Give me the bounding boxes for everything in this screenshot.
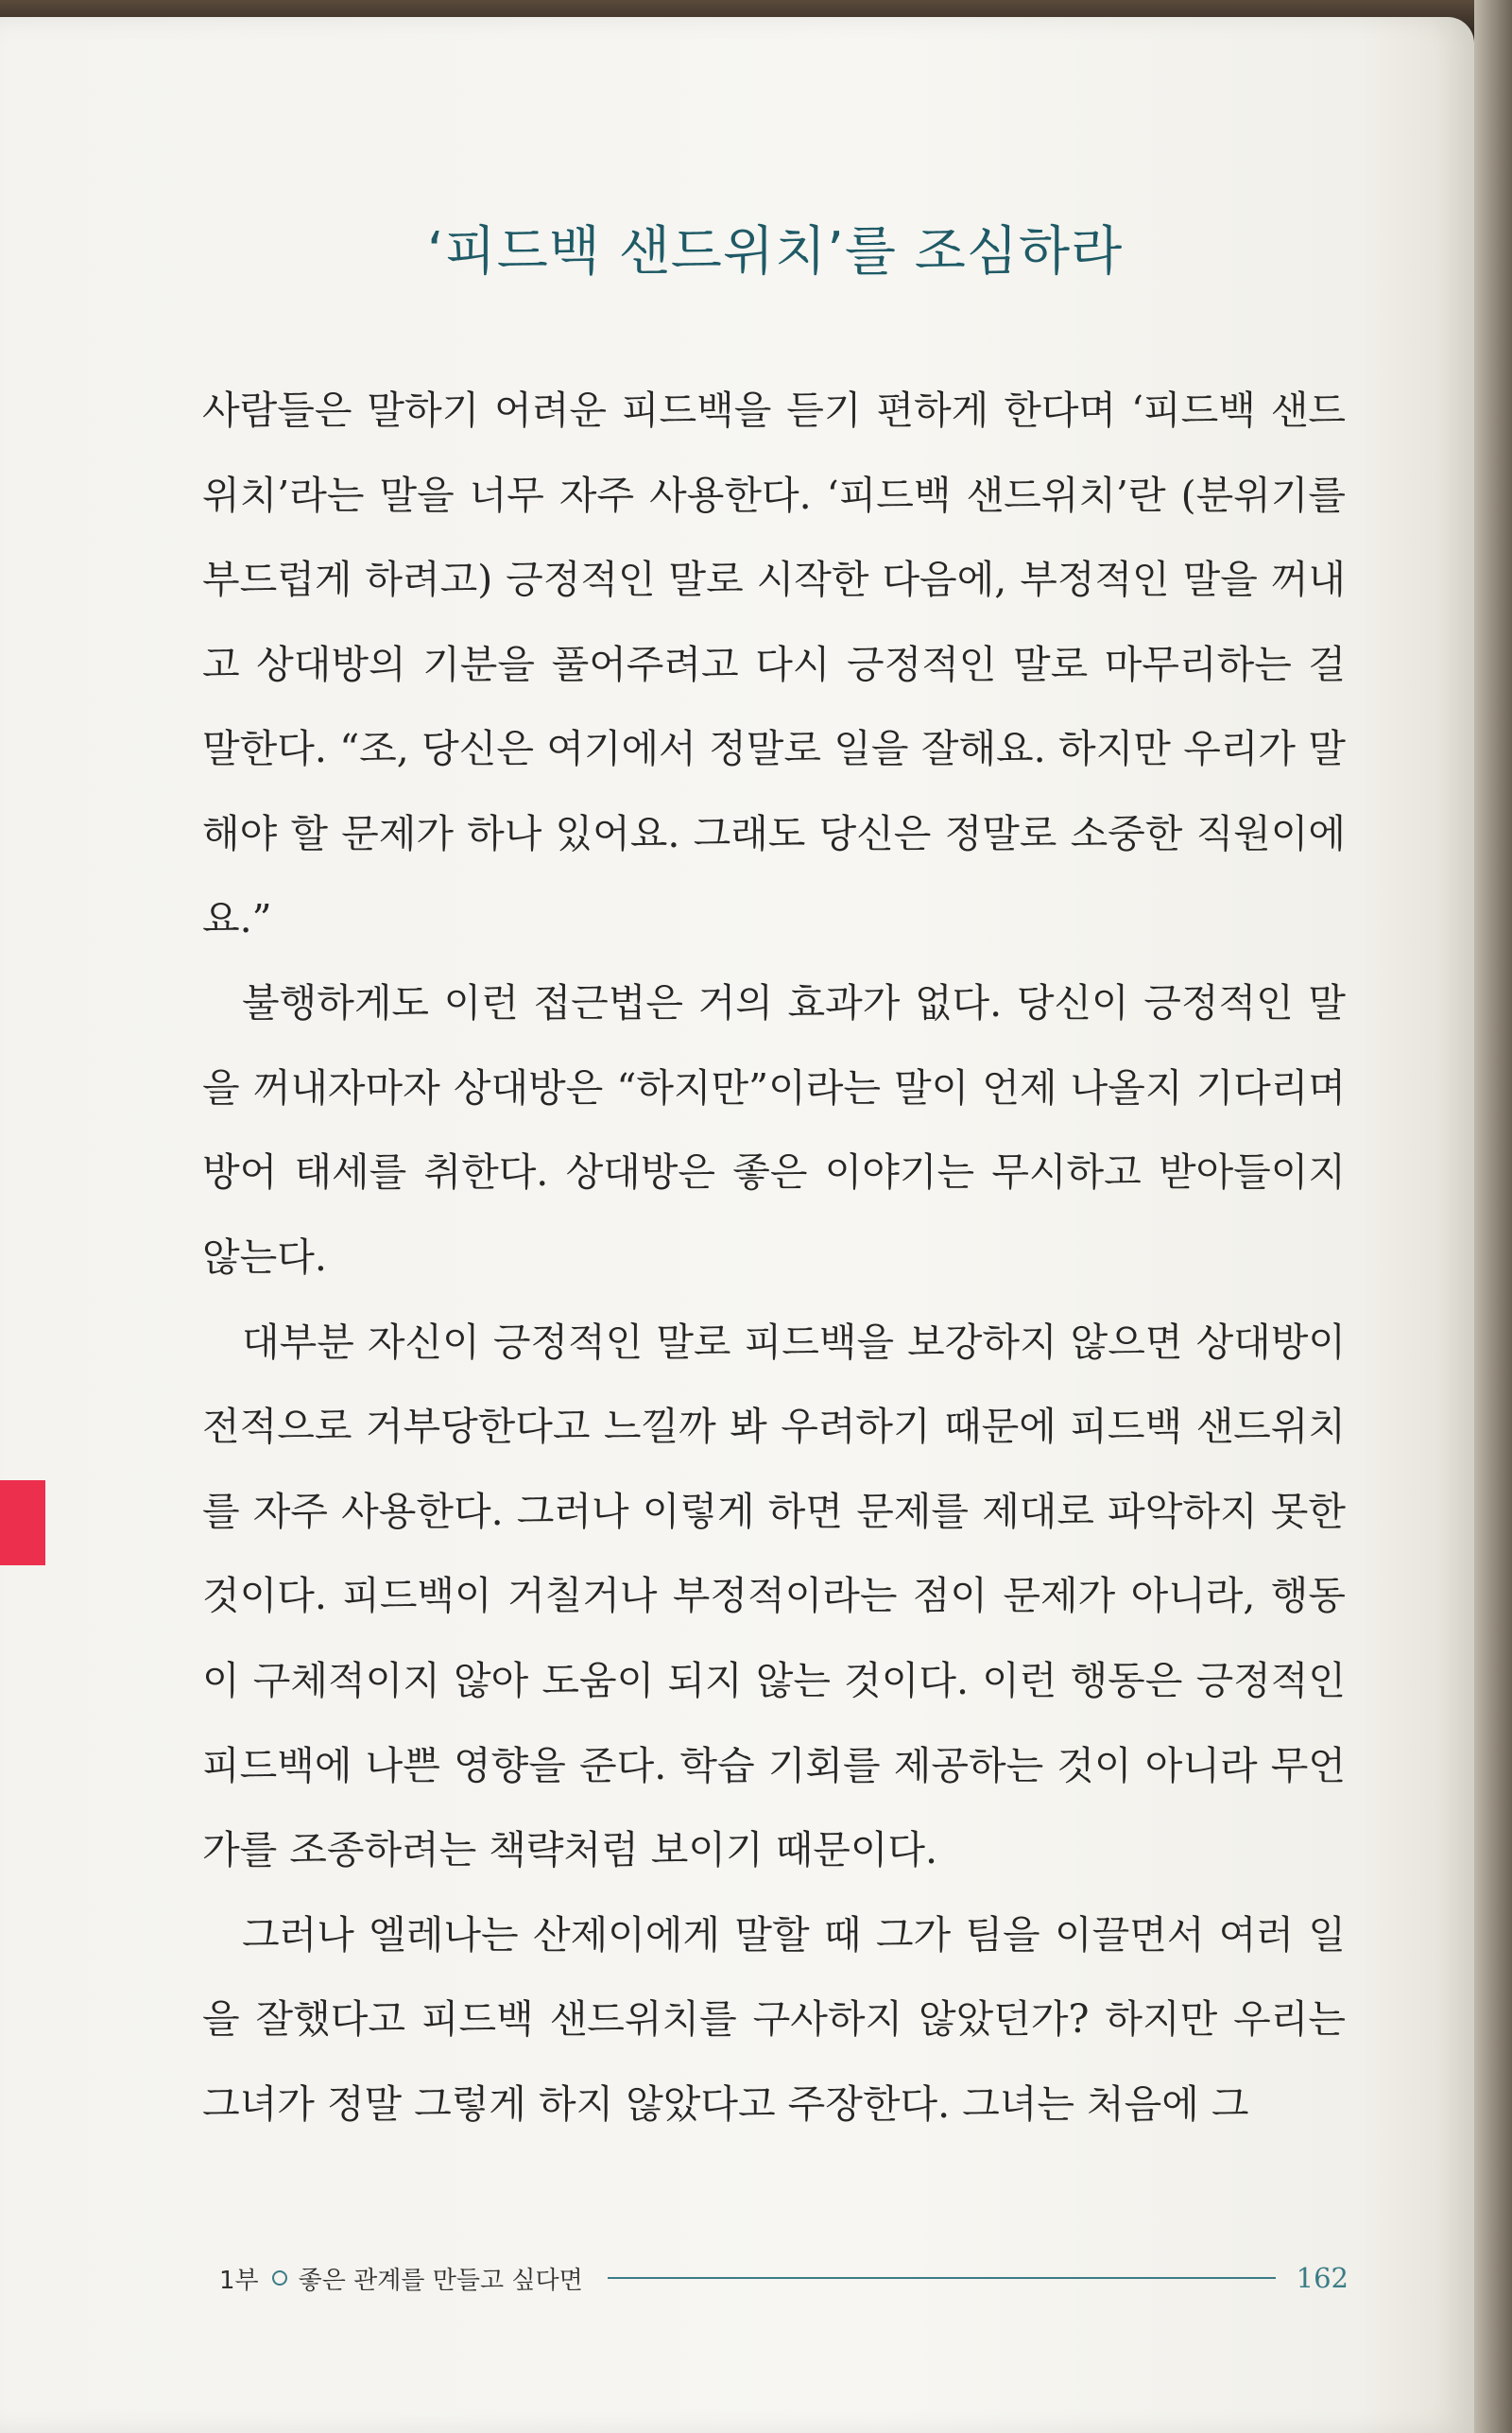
paragraph-2: 불행하게도 이런 접근법은 거의 효과가 없다. 당신이 긍정적인 말을 꺼내자마자 상대방은 “하지만”이라는 말이 언제 나올지 기다리며 방어 태세를 취한다. 상대방은 좋은 이야기는 무시하고 받아들이지 않는다. bbox=[202, 980, 1346, 1280]
circle-icon bbox=[272, 2270, 287, 2286]
paragraph-4: 그러나 엘레나는 산제이에게 말할 때 그가 팀을 이끌면서 여러 일을 잘했다고 피드백 샌드위치를 구사하지 않았던가? 하지만 우리는 그녀가 정말 그렇게 하지 않았다고 주장한다. 그녀는 처음에 그 bbox=[202, 1911, 1346, 2127]
page-edge-shadow bbox=[1474, 0, 1512, 2433]
paragraph-1: 사람들은 말하기 어려운 피드백을 듣기 편하게 한다며 ‘피드백 샌드위치’라는 말을 너무 자주 사용한다. ‘피드백 샌드위치’란 (분위기를 부드럽게 하려고) 긍정적인 말로 시작한 다음에, 부정적인 말을 꺼내고 상대방의 기분을 풀어주려고 다시 긍정적인 말로 마무리하는 걸 말한다. “조, 당신은 여기에서 정말로 일을 잘해요. 하지만 우리가 말해야 할 문제가 하나 있어요. 그래도 당신은 정말로 소중한 직원이에요.” bbox=[202, 388, 1346, 941]
footer-section-title: 좋은 관계를 만들고 싶다면 bbox=[298, 2266, 583, 2295]
footer-part-label: 1부 bbox=[219, 2266, 259, 2295]
sticky-tab-marker bbox=[0, 1480, 45, 1565]
page-footer bbox=[219, 2259, 1349, 2297]
page-number: 162 bbox=[1296, 2262, 1349, 2294]
section-heading: ‘피드백 샌드위치’를 조심하라 bbox=[426, 221, 1124, 283]
footer-rule bbox=[608, 2277, 1276, 2279]
paragraph-3: 대부분 자신이 긍정적인 말로 피드백을 보강하지 않으면 상대방이 전적으로 거부당한다고 느낄까 봐 우려하기 때문에 피드백 샌드위치를 자주 사용한다. 그러나 이렇게 하면 문제를 제대로 파악하지 못한 것이다. 피드백이 거칠거나 부정적이라는 점이 문제가 아니라, 행동이 구체적이지 않아 도움이 되지 않는 것이다. 이런 행동은 긍정적인 피드백에 나쁜 영향을 준다. 학습 기회를 제공하는 것이 아니라 무언가를 조종하려는 책략처럼 보이기 때문이다. bbox=[202, 1319, 1346, 1873]
body-text bbox=[202, 369, 1346, 2147]
